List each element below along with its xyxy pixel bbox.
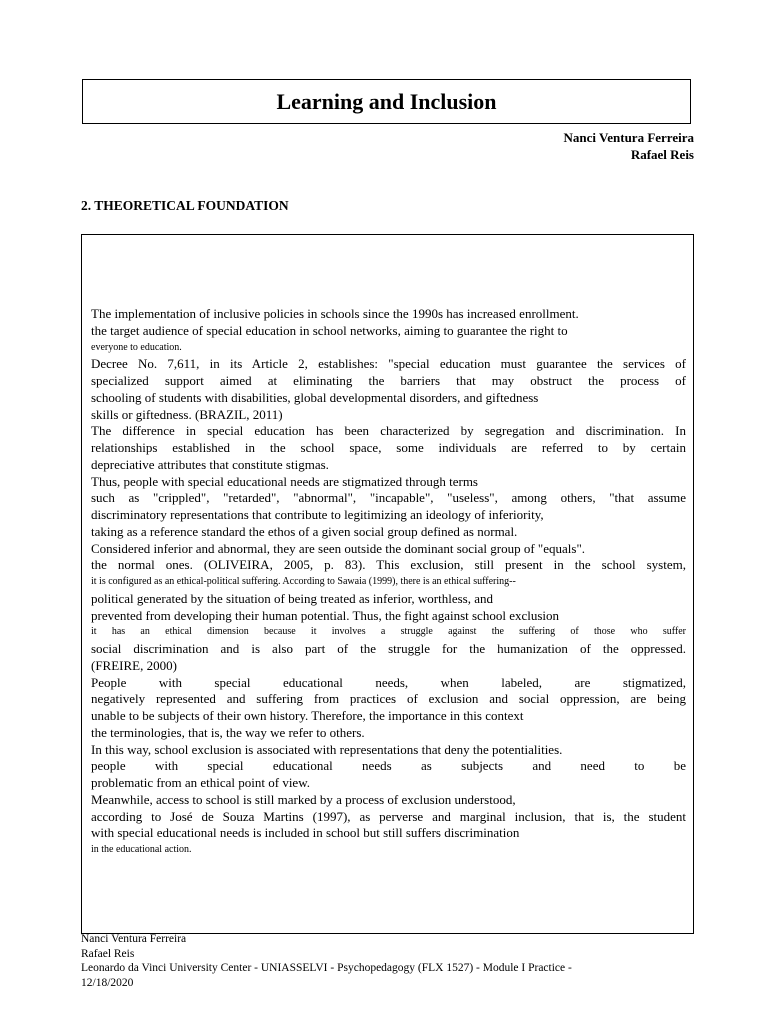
body-line: relationships established in the school space, some individuals are referred to by certain xyxy=(91,440,686,455)
footer-line: 12/18/2020 xyxy=(81,976,134,989)
section-heading: 2. THEORETICAL FOUNDATION xyxy=(81,198,289,213)
body-line: the terminologies, that is, the way we refer to others. xyxy=(91,724,365,740)
footer-line: Rafael Reis xyxy=(81,947,135,960)
body-line: negatively represented and suffering from practices of exclusion and social oppression, are being xyxy=(91,691,686,707)
body-line: with special educational needs is included in school but still suffers discrimination xyxy=(91,825,520,841)
page-footer xyxy=(81,932,572,990)
body-line: everyone to education. xyxy=(91,341,182,353)
body-line: social discrimination and is also part of the struggle for the humanization of the oppressed. xyxy=(91,641,686,656)
author-name: Nanci Ventura Ferreira xyxy=(563,130,694,145)
body-text xyxy=(91,306,686,859)
body-line: The difference in special education has been characterized by segregation and discrimination. In xyxy=(91,423,686,439)
body-line: Meanwhile, access to school is still marked by a process of exclusion understood, xyxy=(91,791,516,807)
body-line: Considered inferior and abnormal, they are seen outside the dominant social group of "equals". xyxy=(91,540,585,556)
body-line: (FREIRE, 2000) xyxy=(91,657,177,673)
body-line: The implementation of inclusive policies in schools since the 1990s has increased enrollment. xyxy=(91,306,579,321)
body-line: In this way, school exclusion is associated with representations that deny the potentialities. xyxy=(91,741,563,757)
body-line: unable to be subjects of their own history. Therefore, the importance in this context xyxy=(91,708,524,723)
body-line: specialized support aimed at eliminating the barriers that may obstruct the process of xyxy=(91,373,686,388)
body-line: schooling of students with disabilities, global developmental disorders, and giftedness xyxy=(91,389,539,405)
body-line: such as "crippled", "retarded", "abnormal", "incapable", "useless", among others, "that assume xyxy=(91,490,686,506)
footer-line: Leonardo da Vinci University Center - UNIASSELVI - Psychopedagogy (FLX 1527) - Module I Practice - xyxy=(81,962,572,974)
body-line: taking as a reference standard the ethos of a given social group defined as normal. xyxy=(91,523,518,539)
document-title: Learning and Inclusion xyxy=(276,88,497,114)
title-box xyxy=(82,79,691,124)
body-line: problematic from an ethical point of view. xyxy=(91,775,311,790)
body-line: the target audience of special education in school networks, aiming to guarantee the right to xyxy=(91,322,568,338)
body-line: Thus, people with special educational needs are stigmatized through terms xyxy=(91,473,478,489)
body-line: people with special educational needs as subjects and need to be xyxy=(91,758,686,774)
body-line: Decree No. 7,611, in its Article 2, establishes: "special education must guarantee the services of xyxy=(91,356,686,372)
body-line: according to José de Souza Martins (1997), as perverse and marginal inclusion, that is, the student xyxy=(91,808,686,824)
body-line: prevented from developing their human potential. Thus, the fight against school exclusion xyxy=(91,607,560,623)
body-line: in the educational action. xyxy=(91,844,192,855)
body-line: skills or giftedness. (BRAZIL, 2011) xyxy=(91,406,283,422)
body-text-box xyxy=(81,234,694,934)
body-line: People with special educational needs, when labeled, are stigmatized, xyxy=(91,674,686,690)
author-name: Rafael Reis xyxy=(630,147,694,162)
body-line: political generated by the situation of being treated as inferior, worthless, and xyxy=(91,590,493,606)
footer-line: Nanci Ventura Ferreira xyxy=(81,933,187,945)
body-line: discriminatory representations that contribute to legitimizing an ideology of inferiority, xyxy=(91,507,544,522)
body-line: it has an ethical dimension because it involves a struggle against the suffering of those who suffer xyxy=(91,626,686,638)
author-block xyxy=(564,129,694,163)
body-line: depreciative attributes that constitute stigmas. xyxy=(91,456,329,472)
body-line: the normal ones. (OLIVEIRA, 2005, p. 83). This exclusion, still present in the school system, xyxy=(91,557,686,573)
body-line: it is configured as an ethical-political suffering. According to Sawaia (1999), there is an ethical suffering-- xyxy=(91,576,516,587)
